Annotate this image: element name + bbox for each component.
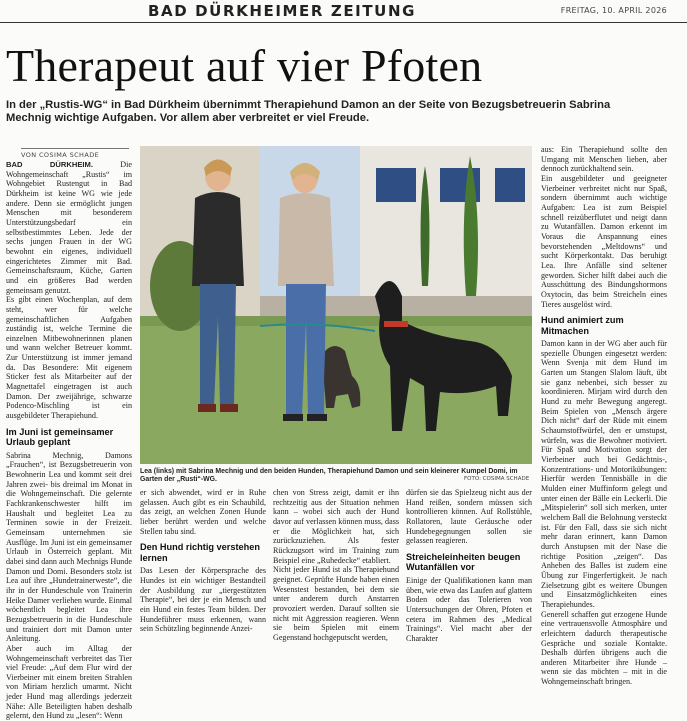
subheading-verstehen: Den Hund richtig verstehen lernen [140,542,260,563]
caption-text: Lea (links) mit Sabrina Mechnig und den beiden Hunden, Therapiehund Damon und sein kleinerer Kumpel Domi, im Garten der „Rusti“-WG. [140,468,518,484]
paragraph: Das Lesen der Körpersprache des Hundes ist ein wichtiger Bestandteil der Ausbildung zur „tiergestützten Therapie“, bei der je ein Mensch und ein Hund ein festes Team bilden. Der Hundeführer muss erkennen, wann sein Schützling beginnende Anzei- [140,566,266,634]
edition-date: FREITAG, 10. APRIL 2026 [560,6,667,15]
paragraph: aus: Ein Therapiehund sollte den Umgang mit Menschen lieben, aber dennoch zurückhaltend sein. [541,145,667,174]
paragraph: Einige der Qualifikationen kann man üben, wie etwa das Laufen auf glattem Boden oder das Tolerieren von Untersuchungen der Ohren, Pfoten et cetera im Rahmen des „Medical Trainings“. Viel macht aber der Charakter [406,575,532,643]
newspaper-name: BAD DÜRKHEIMER ZEITUNG [148,2,417,20]
article-column-5 [541,145,667,687]
article-column-4 [406,488,532,643]
article-column-3 [273,488,399,642]
photo-credit: FOTO: COSIMA SCHADE [464,476,530,482]
paragraph: chen von Stress zeigt, damit er ihn rechtzeitig aus der Situation nehmen kann – wobei sich auch der Hund davor auf verlassen können muss, dass er die Möglichkeit hat, sich zurückzuziehen. Als fester Rückzugsort wird im Training zum Beispiel eine „Ruhedecke“ etabliert. [273,488,399,565]
article-headline: Therapeut auf vier Pfoten [6,40,483,91]
paragraph: Aber auch im Alltag der Wohngemeinschaft verbreitet das Tier viel Freude: „Auf dem Flur wird der Vierbeiner mit einem breiten Strahlen von Miriam herzlich umarmt. Nicht jeder Hund mag allerdings jederzeit Nähe: Alle Beteiligten haben deshalb gelernt, den Hund zu „lesen“: Wenn [6,643,132,721]
article-photo [140,146,532,464]
subheading-urlaub: Im Juni ist gemeinsamer Urlaub geplant [6,426,114,448]
paragraph: Generell schaffen gut erzogene Hunde eine vertrauensvolle Atmosphäre und erleichtern dadurch therapeutische Gespräche und soziale Kontakte. Deshalb dürfen übrigens auch die anderen Mitarbeiter ihre Hunde – wenn sie das möchten – mit in die Wohngemeinschaft bringen. [541,609,667,687]
paragraph: Ein ausgebildeter und geeigneter Vierbeiner verbreitet nicht nur Spaß, sondern übernimmt auch wichtige Aufgaben: Lea ist zum Beispiel schnell reizüberflutet und neigt dann zu Wutanfällen. Damon erkennt im Voraus die Anspannung eines bevorstehenden „Meltdowns“ und sucht Körperkontakt. Das beruhigt Lea. Ihre Anfälle sind seltener geworden. Sicher hilft dabei auch die Ausschüttung des Bindungshormons Oxytocin, das beim Streicheln eines Tieres ausgelöst wird. [541,173,667,309]
article-lede: In der „Rustis-WG“ in Bad Dürkheim übernimmt Therapiehund Damon an der Seite von Bezugsbetreuerin Sabrina Mechnig wichtige Aufgaben. Vor allem aber verbreitet er viel Freude. [6,99,611,124]
subheading-mitmachen: Hund animiert zum Mitmachen [541,315,624,336]
article-column-1 [6,160,132,721]
paragraph: Die Wohngemeinschaft „Rustis“ im Wohngebiet Rustengut in Bad Dürkheim ist keine WG wie jede andere. Denn sie ermöglicht jungen Menschen mit besonderem Unterstützungsbedarf ein selbstbestimmtes Leben. Jede der sechs jungen Frauen in der WG bewohnt ein eigenes, individuell eingerichtetes Zimmer mit Bad. Gemeinschaftsraum, Küche, Garten und ein größeres Bad werden gemeinsam genutzt. [6,160,132,295]
photo-illustration [140,146,532,464]
paragraph: Sabrina Mechnig, Damons „Frauchen“, ist Bezugsbetreuerin von Bewohnerin Lea und kommt seit drei Jahren zwei- bis dreimal im Monat in die Wohngemeinschaft. Die gelernte Fachkrankenschwester hilft im Haushalt und begleitet Lea zu Terminen sowie in der Freizeit. Gemeinsam unternehmen sie Ausflüge. Im Juni ist ein gemeinsamer Urlaub in Österreich geplant. Mit dabei sind dann auch Mechnigs Hunde Damon und Domi. Besonders stolz ist Lea auf ihre „Hundetrainerweste“, die ihr in der Hundeschule von Trainerin Heike Damer verliehen wurde. Einmal wöchentlich begleitet Lea ihre Bezugsbetreuerin in die Hundeschule und trainiert dort mit Damon unter Anleitung. [6,450,132,644]
article-column-2 [140,488,266,638]
subheading-wutanfaelle: Streicheleinheiten beugen Wutanfällen vor [406,551,521,573]
dateline: BAD DÜRKHEIM. [6,160,93,169]
paragraph: dürfen sie das Spielzeug nicht aus der Hand reißen, sondern müssen sich kontrollieren können. Auf Rollstühle, Rollatoren, laute Geräusche oder Hundebegegnungen sollen sie gelassen reagieren. [406,488,532,546]
article-byline: VON COSIMA SCHADE [21,151,100,159]
byline-rule [21,148,129,149]
masthead [0,0,687,23]
paragraph: Damon kann in der WG aber auch für spezielle Übungen eingesetzt werden: Wenn Svenja mit dem Hund im Garten um Stangen Slalom läuft, übt sie ganz nebenbei, sich besser zu koordinieren. Mirjam wird durch den Hund zu mehr Bewegung angeregt. Beim Spielen von „Mensch ärgere Dich nicht“ darf der Rüde mit einem Schaumstoffwürfel, den er umstupst, würfeln, was die Bewohner motiviert. Für Spaß und Motivation sorgt der Vierbeiner auch bei Gedächtnis-, Konzentrations- und Motorikübungen: Hierfür werden Tennisbälle in die Mulden einer Muffinform gelegt und unter einen der Bälle ein Leckerli. Die „Mitspielerin“ soll sich merken, unter welchem Ball die Belohnung versteckt ist. Für den Fall, dass sie sich nicht mehr daran erinnert, kann Damon durch Anstupsen mit der Nase die richtige Position „zeigen“. Das Anheben des Balles ist zudem eine Übung zur Fingerfertigkeit. Je nach Zielsetzung gibt es weitere Übungen und Einsatzmöglichkeiten eines Therapiehundes. [541,339,667,609]
paragraph: Es gibt einen Wochenplan, auf dem steht, wer für welche gemeinschaftlichen Aufgaben zuständig ist, welche Termine die einzelnen Mitbewohnerinnen planen und wann welcher Betreuer kommt. Zur Unterstützung ist immer jemand da. Das Besondere: Mit eigenem Sticker fest als Mitarbeiter auf der Magnettafel eingetragen ist auch Damon. Der zweijährige, schwarze Podenco-Mischling ist ein ausgebildeter Therapiehund. [6,295,132,421]
paragraph: er sich abwendet, wird er in Ruhe gelassen. Auch gibt es ein Schaubild, das zeigt, an welchen Zonen Hunde lieber berührt werden und welche Stellen tabu sind. [140,488,266,536]
paragraph: Nicht jeder Hund ist als Therapiehund geeignet. Geprüfte Hunde haben einen Wesenstest bestanden, bei dem sie unter anderem durch Anstarren provoziert werden. Darauf sollten sie nicht mit Aggression reagieren. Wenn sie beim Spielen mit einem Gegenstand hochgeputscht werden, [273,565,399,642]
